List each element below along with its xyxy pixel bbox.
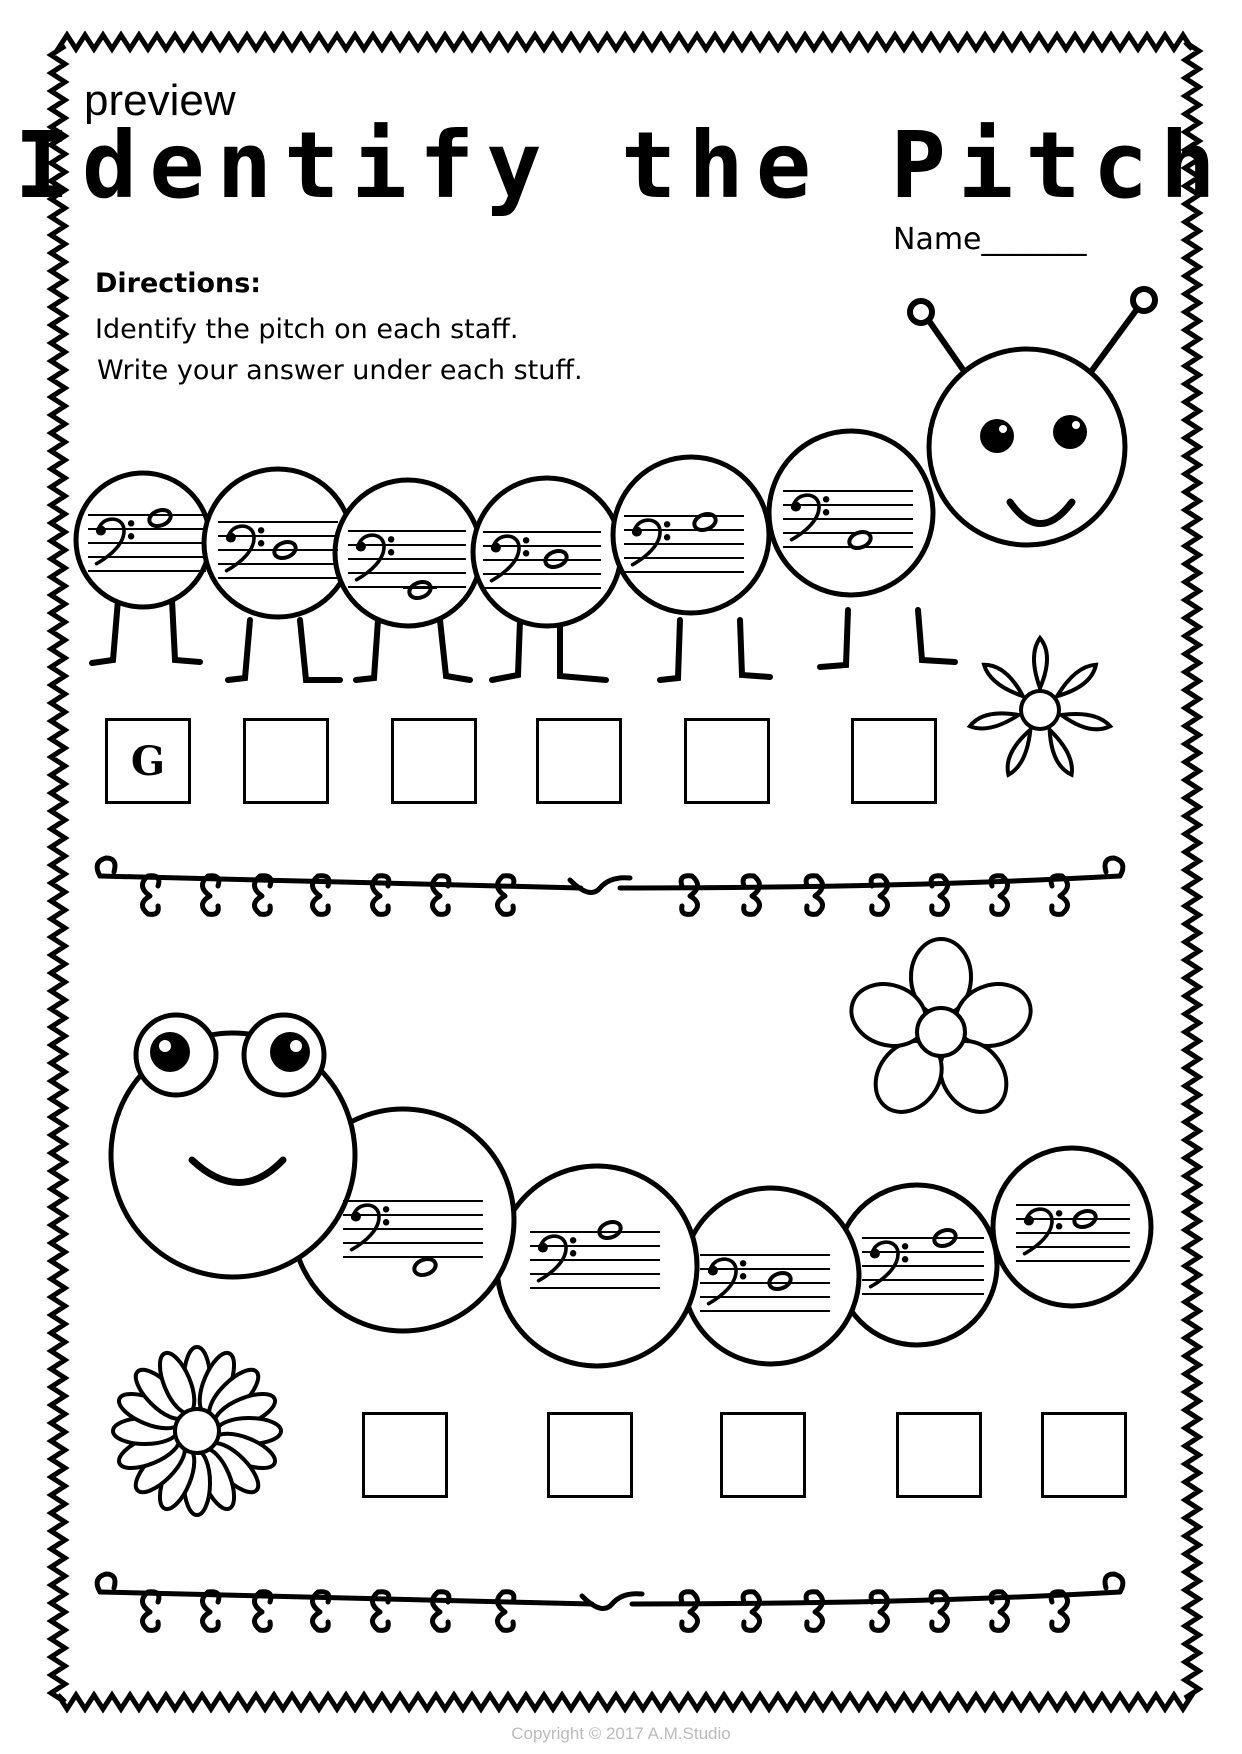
directions-line-2: Write your answer under each stuff. xyxy=(97,355,583,386)
answer-box[interactable] xyxy=(391,718,477,804)
vine-divider xyxy=(97,858,1123,914)
answer-box[interactable] xyxy=(1041,1412,1127,1498)
top-caterpillar xyxy=(76,289,1155,680)
answer-box[interactable] xyxy=(547,1412,633,1498)
name-field[interactable]: Name_______ xyxy=(893,222,1087,257)
answer-box[interactable] xyxy=(851,718,937,804)
answer-box[interactable]: G xyxy=(105,718,191,804)
answer-box[interactable] xyxy=(896,1412,982,1498)
flower-icon xyxy=(843,939,1038,1125)
directions-heading: Directions: xyxy=(95,268,262,299)
answer-box[interactable] xyxy=(362,1412,448,1498)
answer-box[interactable] xyxy=(684,718,770,804)
flower-icon xyxy=(113,1347,281,1515)
directions-line-1: Identify the pitch on each staff. xyxy=(95,314,519,345)
top-caterpillar-segments xyxy=(76,349,1125,626)
watermark-label: preview xyxy=(84,76,236,125)
answer-box[interactable] xyxy=(536,718,622,804)
flower-icon xyxy=(968,638,1111,778)
answer-box[interactable] xyxy=(243,718,329,804)
copyright-text: Copyright © 2017 A.M.Studio xyxy=(511,1724,731,1743)
vine-divider xyxy=(97,1574,1123,1630)
page-title: Identify the Pitch xyxy=(14,112,1228,219)
answer-box[interactable] xyxy=(720,1412,806,1498)
